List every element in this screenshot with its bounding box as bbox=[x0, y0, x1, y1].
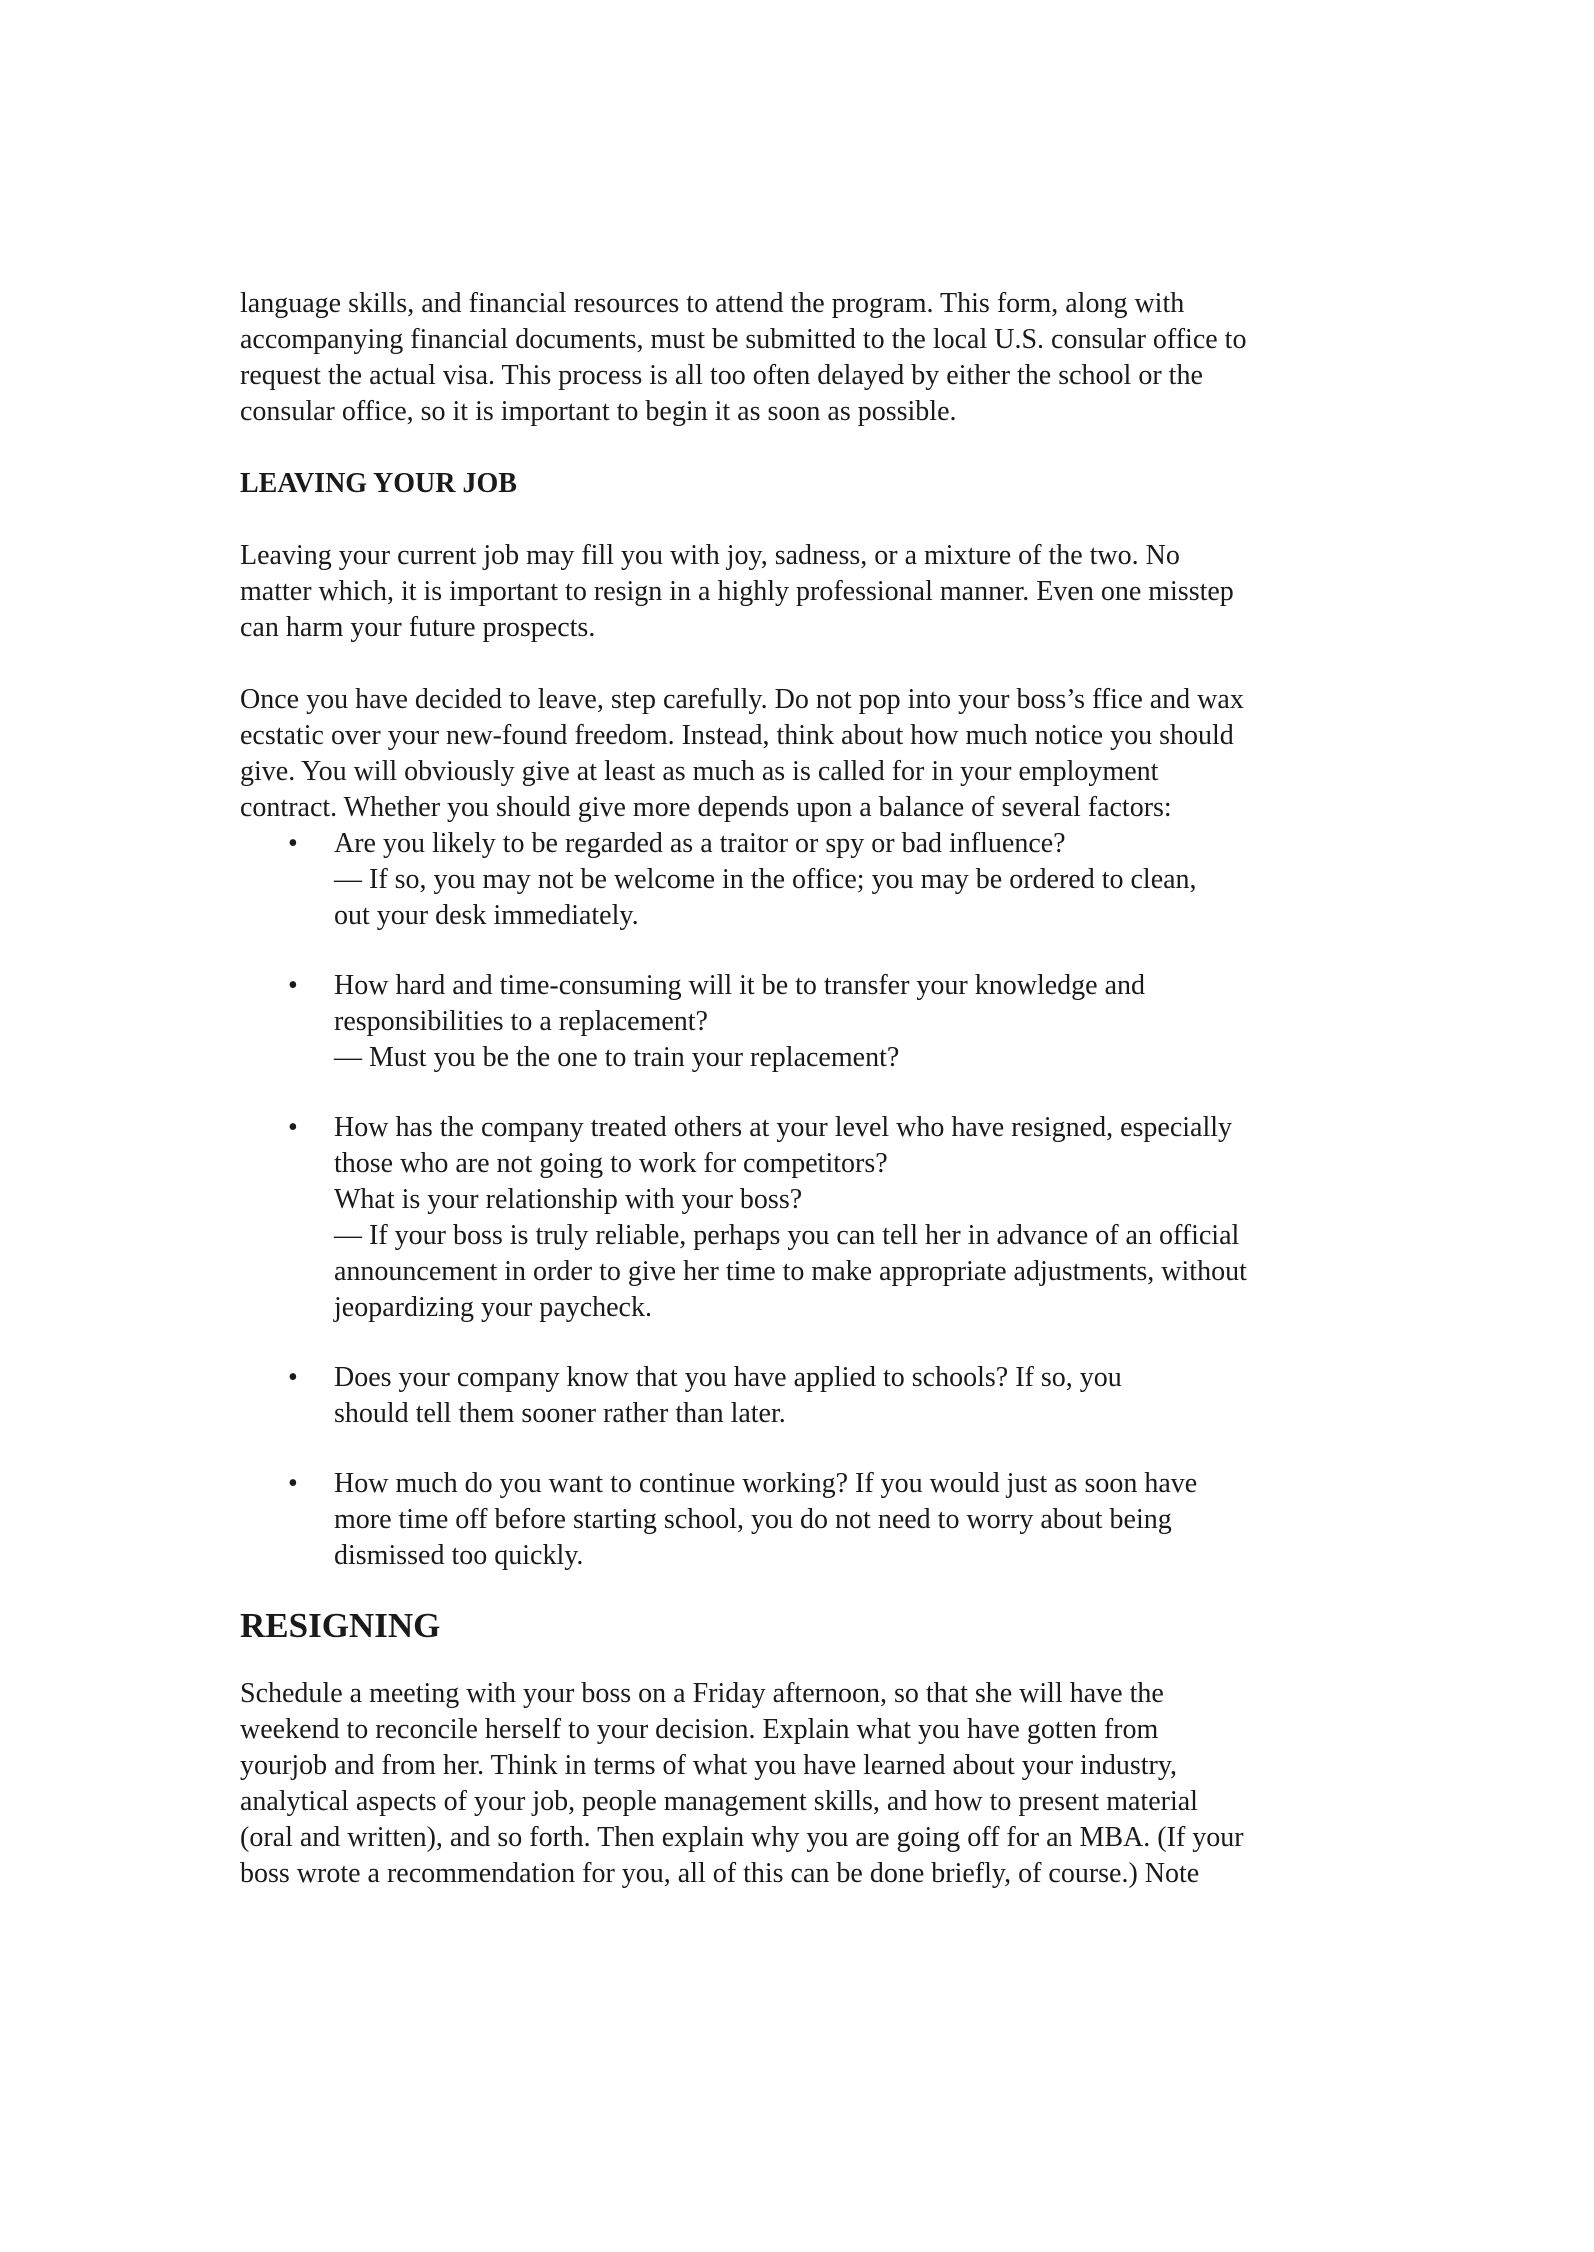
bullet-icon: • bbox=[288, 1362, 298, 1393]
bullet-icon: • bbox=[288, 828, 298, 859]
text-line: analytical aspects of your job, people management skills, and how to present material bbox=[240, 1786, 1198, 1817]
leaving-paragraph-1 bbox=[240, 538, 1380, 646]
intro-paragraph bbox=[240, 286, 1380, 430]
list-item bbox=[240, 1466, 1380, 1574]
text-line: Once you have decided to leave, step carefully. Do not pop into your boss’s ffice and wax bbox=[240, 684, 1244, 715]
text-line: matter which, it is important to resign in a highly professional manner. Even one misstep bbox=[240, 576, 1234, 607]
bullet-icon: • bbox=[288, 970, 298, 1001]
text-line: What is your relationship with your boss? bbox=[334, 1184, 803, 1215]
text-line: jeopardizing your paycheck. bbox=[334, 1292, 652, 1323]
text-line: Leaving your current job may fill you with joy, sadness, or a mixture of the two. No bbox=[240, 540, 1180, 571]
text-line: should tell them sooner rather than later. bbox=[334, 1398, 786, 1429]
list-item bbox=[240, 1110, 1380, 1326]
text-line: Schedule a meeting with your boss on a Friday afternoon, so that she will have the bbox=[240, 1678, 1164, 1709]
text-line: can harm your future prospects. bbox=[240, 612, 596, 643]
section-heading-resigning: RESIGNING bbox=[240, 1606, 441, 1645]
factors-list bbox=[240, 826, 1380, 1574]
text-line: announcement in order to give her time to make appropriate adjustments, without bbox=[334, 1256, 1247, 1287]
list-item bbox=[240, 968, 1380, 1076]
text-line: Are you likely to be regarded as a traitor or spy or bad influence? bbox=[334, 828, 1066, 859]
text-line: request the actual visa. This process is all too often delayed by either the school or the bbox=[240, 360, 1203, 391]
text-line: (oral and written), and so forth. Then explain why you are going off for an MBA. (If your bbox=[240, 1822, 1244, 1853]
bullet-icon: • bbox=[288, 1112, 298, 1143]
text-line: those who are not going to work for competitors? bbox=[334, 1148, 888, 1179]
text-line: responsibilities to a replacement? bbox=[334, 1006, 708, 1037]
bullet-icon: • bbox=[288, 1468, 298, 1499]
text-line: language skills, and financial resources to attend the program. This form, along with bbox=[240, 288, 1185, 319]
text-line: out your desk immediately. bbox=[334, 900, 639, 931]
document-page bbox=[240, 286, 1380, 1892]
text-line: How has the company treated others at your level who have resigned, especially bbox=[334, 1112, 1233, 1143]
text-line: boss wrote a recommendation for you, all of this can be done briefly, of course.) Note bbox=[240, 1858, 1200, 1889]
text-line: contract. Whether you should give more depends upon a balance of several factors: bbox=[240, 792, 1172, 823]
text-line: — If so, you may not be welcome in the office; you may be ordered to clean, bbox=[334, 864, 1197, 895]
text-line: more time off before starting school, you do not need to worry about being bbox=[334, 1504, 1172, 1535]
text-line: How hard and time-consuming will it be to transfer your knowledge and bbox=[334, 970, 1146, 1001]
list-item bbox=[240, 826, 1380, 934]
text-line: weekend to reconcile herself to your decision. Explain what you have gotten from bbox=[240, 1714, 1159, 1745]
leaving-paragraph-2 bbox=[240, 682, 1380, 826]
text-line: give. You will obviously give at least as much as is called for in your employment bbox=[240, 756, 1159, 787]
text-line: accompanying financial documents, must be submitted to the local U.S. consular office to bbox=[240, 324, 1247, 355]
text-line: How much do you want to continue working? If you would just as soon have bbox=[334, 1468, 1198, 1499]
text-line: — Must you be the one to train your replacement? bbox=[334, 1042, 900, 1073]
text-line: consular office, so it is important to begin it as soon as possible. bbox=[240, 396, 957, 427]
resigning-paragraph bbox=[240, 1676, 1380, 1892]
list-item bbox=[240, 1360, 1380, 1432]
text-line: yourjob and from her. Think in terms of what you have learned about your industry, bbox=[240, 1750, 1178, 1781]
text-line: ecstatic over your new-found freedom. Instead, think about how much notice you should bbox=[240, 720, 1234, 751]
text-line: dismissed too quickly. bbox=[334, 1540, 584, 1571]
section-heading-leaving-your-job: LEAVING YOUR JOB bbox=[240, 468, 517, 499]
text-line: Does your company know that you have applied to schools? If so, you bbox=[334, 1362, 1122, 1393]
text-line: — If your boss is truly reliable, perhaps you can tell her in advance of an official bbox=[334, 1220, 1240, 1251]
